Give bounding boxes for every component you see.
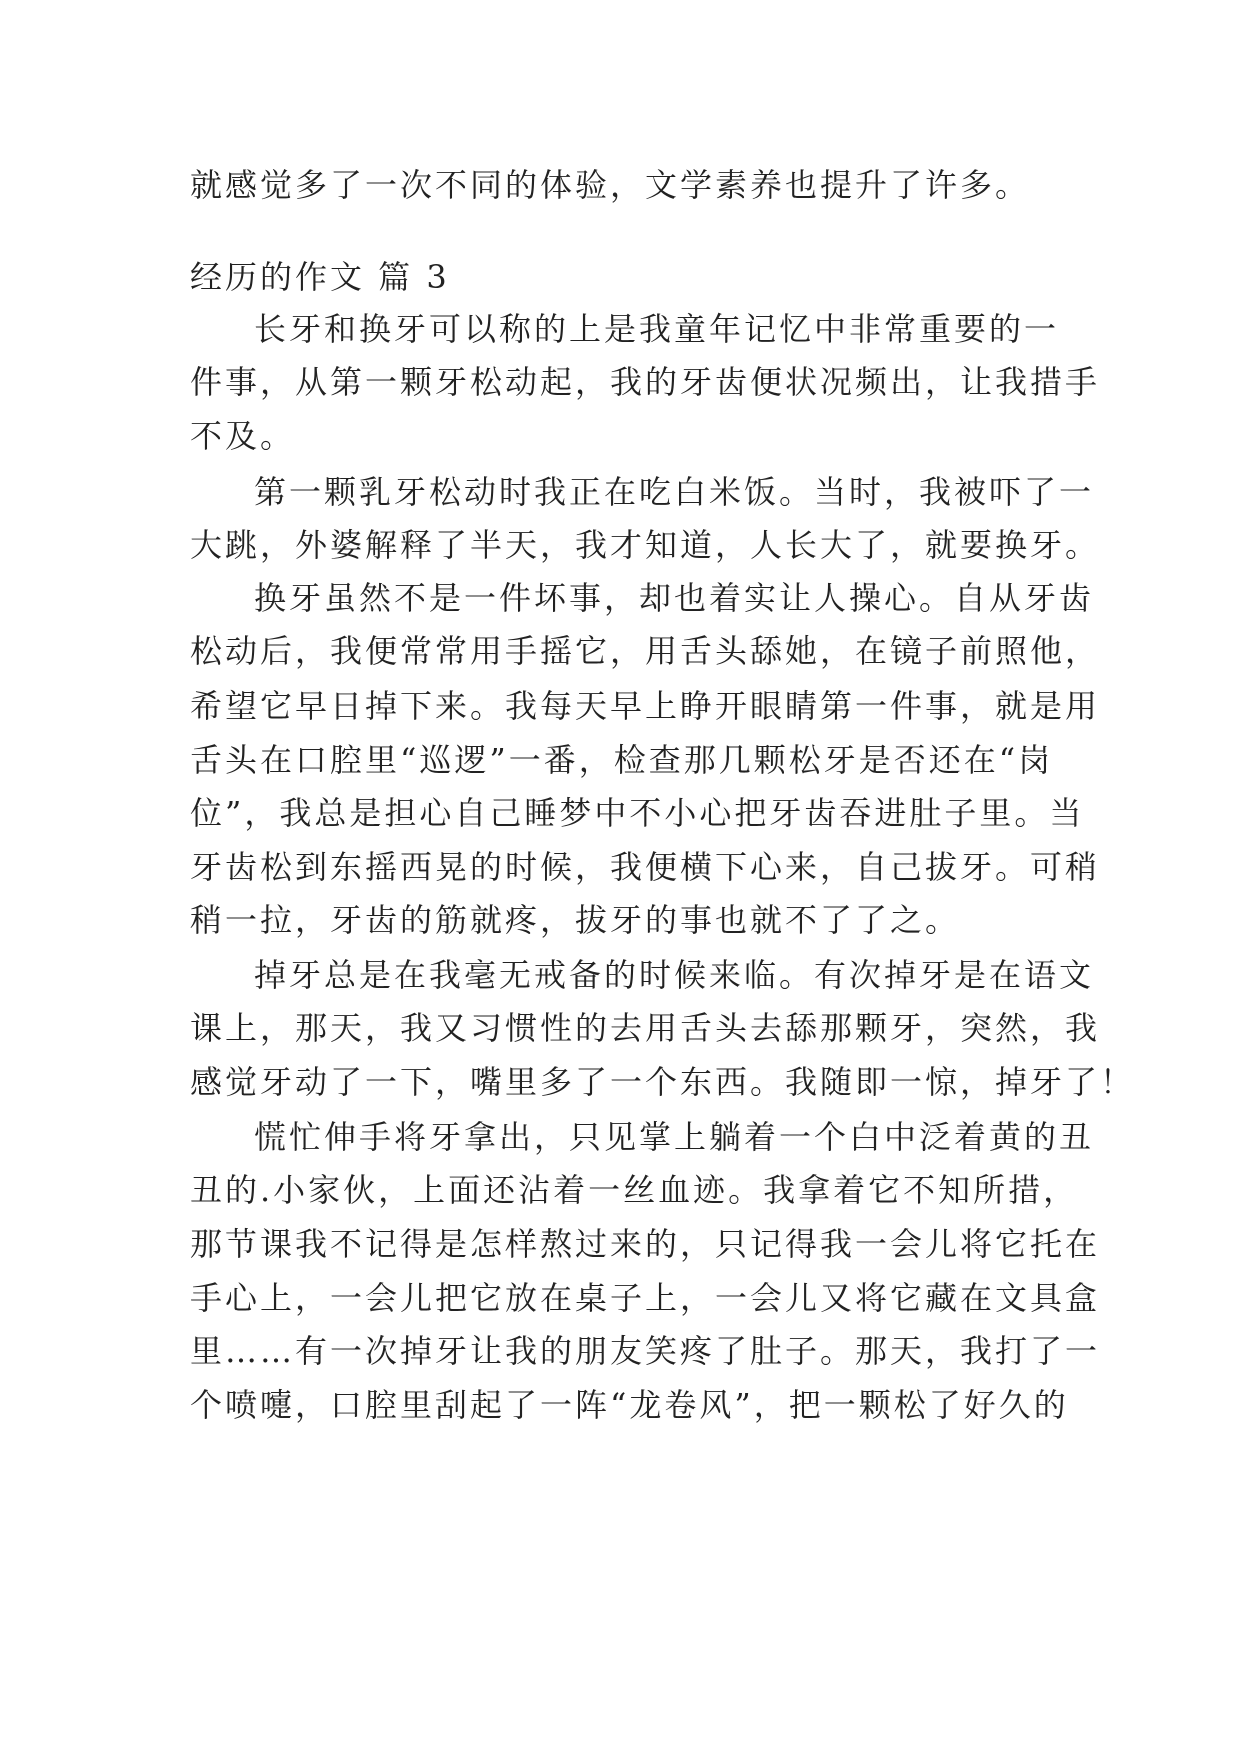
text-line: 慌忙伸手将牙拿出，只见掌上躺着一个白中泛着黄的丑 [254, 1118, 1095, 1156]
text-line: 长牙和换牙可以称的上是我童年记忆中非常重要的一 [254, 310, 1060, 348]
text-line: 手心上，一会儿把它放在桌子上，一会儿又将它藏在文具盒 [190, 1279, 1101, 1317]
text-line: 件事，从第一颗牙松动起，我的牙齿便状况频出，让我措手 [190, 363, 1101, 401]
text-line: 换牙虽然不是一件坏事，却也着实让人操心。自从牙齿 [254, 579, 1095, 617]
text-line: 丑的.小家伙，上面还沾着一丝血迹。我拿着它不知所措， [190, 1171, 1079, 1209]
text-line: 那节课我不记得是怎样熬过来的，只记得我一会儿将它托在 [190, 1225, 1101, 1263]
text-line: 掉牙总是在我毫无戒备的时候来临。有次掉牙是在语文 [254, 956, 1095, 994]
text-line: 不及。 [190, 417, 296, 455]
text-line: 感觉牙动了一下，嘴里多了一个东西。我随即一惊，掉牙了！ [190, 1063, 1136, 1101]
text-line: 里……有一次掉牙让我的朋友笑疼了肚子。那天，我打了一 [190, 1332, 1101, 1370]
text-line: 希望它早日掉下来。我每天早上睁开眼睛第一件事，就是用 [190, 687, 1101, 725]
text-line: 松动后，我便常常用手摇它，用舌头舔她，在镜子前照他， [190, 632, 1101, 670]
text-line: 稍一拉，牙齿的筋就疼，拔牙的事也就不了了之。 [190, 901, 961, 939]
text-line: 牙齿松到东摇西晃的时候，我便横下心来，自己拔牙。可稍 [190, 848, 1101, 886]
text-line: 就感觉多了一次不同的体验，文学素养也提升了许多。 [190, 166, 1031, 204]
section-heading: 经历的作文 篇 3 [190, 258, 450, 296]
text-line: 位”，我总是担心自己睡梦中不小心把牙齿吞进肚子里。当 [190, 794, 1085, 832]
text-line: 课上，那天，我又习惯性的去用舌头去舔那颗牙，突然，我 [190, 1009, 1101, 1047]
text-line: 第一颗乳牙松动时我正在吃白米饭。当时，我被吓了一 [254, 473, 1095, 511]
text-line: 大跳，外婆解释了半天，我才知道，人长大了，就要换牙。 [190, 526, 1101, 564]
text-line: 个喷嚏，口腔里刮起了一阵“龙卷风”，把一颗松了好久的 [190, 1386, 1069, 1424]
text-line: 舌头在口腔里“巡逻”一番，检查那几颗松牙是否还在“岗 [190, 741, 1054, 779]
